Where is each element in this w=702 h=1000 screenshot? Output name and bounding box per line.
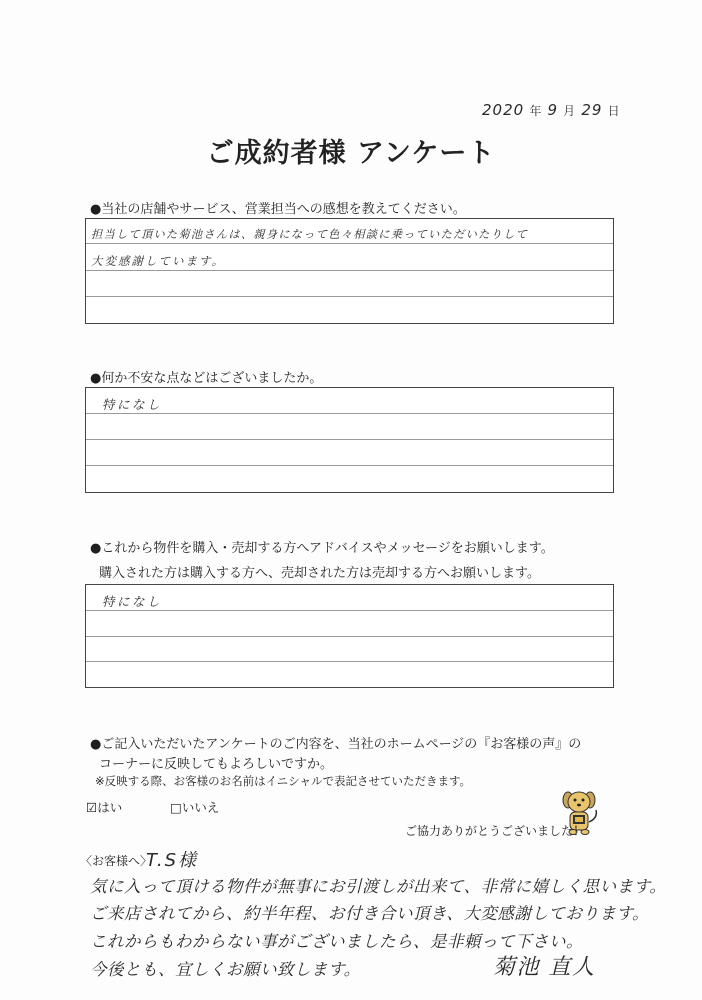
checkbox-icon: □ [170, 800, 182, 815]
question-2: ●何か不安な点などはございましたか。 [90, 371, 323, 386]
ruled-line [86, 465, 613, 466]
signature: 菊池 直人 [493, 955, 596, 980]
consent-no-option[interactable] [170, 798, 219, 816]
question-1: ●当社の店舗やサービス、営業担当への感想を教えてください。 [90, 202, 466, 217]
consent-yes-option[interactable] [86, 798, 122, 816]
customer-name: T.S様 [146, 850, 199, 871]
ruled-line [86, 413, 613, 414]
survey-date [482, 101, 621, 119]
ruled-line [86, 439, 613, 440]
answer-box-2 [85, 387, 614, 493]
customer-label: 〈お客様へ〉 [80, 854, 153, 868]
answer-1-line-1: 担当して頂いた菊池さんは、親身になって色々相談に乗っていただいたりして [91, 228, 529, 241]
date-year-unit: 年 [529, 104, 543, 118]
consent-question-line-2: コーナーに反映してもよろしいですか。 [99, 757, 334, 772]
answer-1-line-2: 大変感謝しています。 [91, 254, 226, 268]
thanks-message: ご協力ありがとうございました！ [405, 824, 586, 838]
date-day-unit: 日 [607, 104, 621, 118]
ruled-line [86, 296, 613, 297]
date-month-unit: 月 [563, 104, 577, 118]
question-3-line-1: ●これから物件を購入・売却する方へアドバイスやメッセージをお願いします。 [90, 541, 554, 556]
consent-yes-label: はい [97, 800, 123, 815]
answer-box-1 [85, 218, 614, 324]
consent-question-line-1: ●ご記入いただいたアンケートのご内容を、当社のホームページの『お客様の声』の [90, 737, 582, 752]
consent-note: ※反映する際、お客様のお名前はイニシャルで表記させていただきます。 [95, 774, 472, 788]
message-line-4: 今後とも、宜しくお願い致します。 [90, 960, 361, 979]
ruled-line [86, 661, 613, 662]
ruled-line [86, 610, 613, 611]
message-line-1: 気に入って頂ける物件が無事にお引渡しが出来て、非常に嬉しく思います。 [90, 877, 667, 896]
ruled-line [86, 243, 613, 244]
answer-3: 特になし [102, 594, 163, 609]
ruled-line [86, 270, 613, 271]
page-title: ご成約者様 アンケート [206, 138, 496, 169]
date-year: 2020 [482, 101, 525, 119]
message-line-3: これからもわからない事がございましたら、是非頼って下さい。 [90, 932, 583, 951]
date-month: 9 [547, 101, 559, 119]
ruled-line [86, 636, 613, 637]
question-3-line-2: 購入された方は購入する方へ、売却された方は売却する方へお願いします。 [99, 566, 540, 581]
answer-2: 特になし [102, 397, 163, 412]
consent-no-label: いいえ [181, 800, 220, 815]
message-line-2: ご来店されてから、約半年程、お付き合い頂き、大変感謝しております。 [90, 904, 650, 923]
answer-box-3 [85, 584, 614, 688]
date-day: 29 [581, 101, 603, 119]
checked-box-icon: ☑ [86, 800, 98, 815]
